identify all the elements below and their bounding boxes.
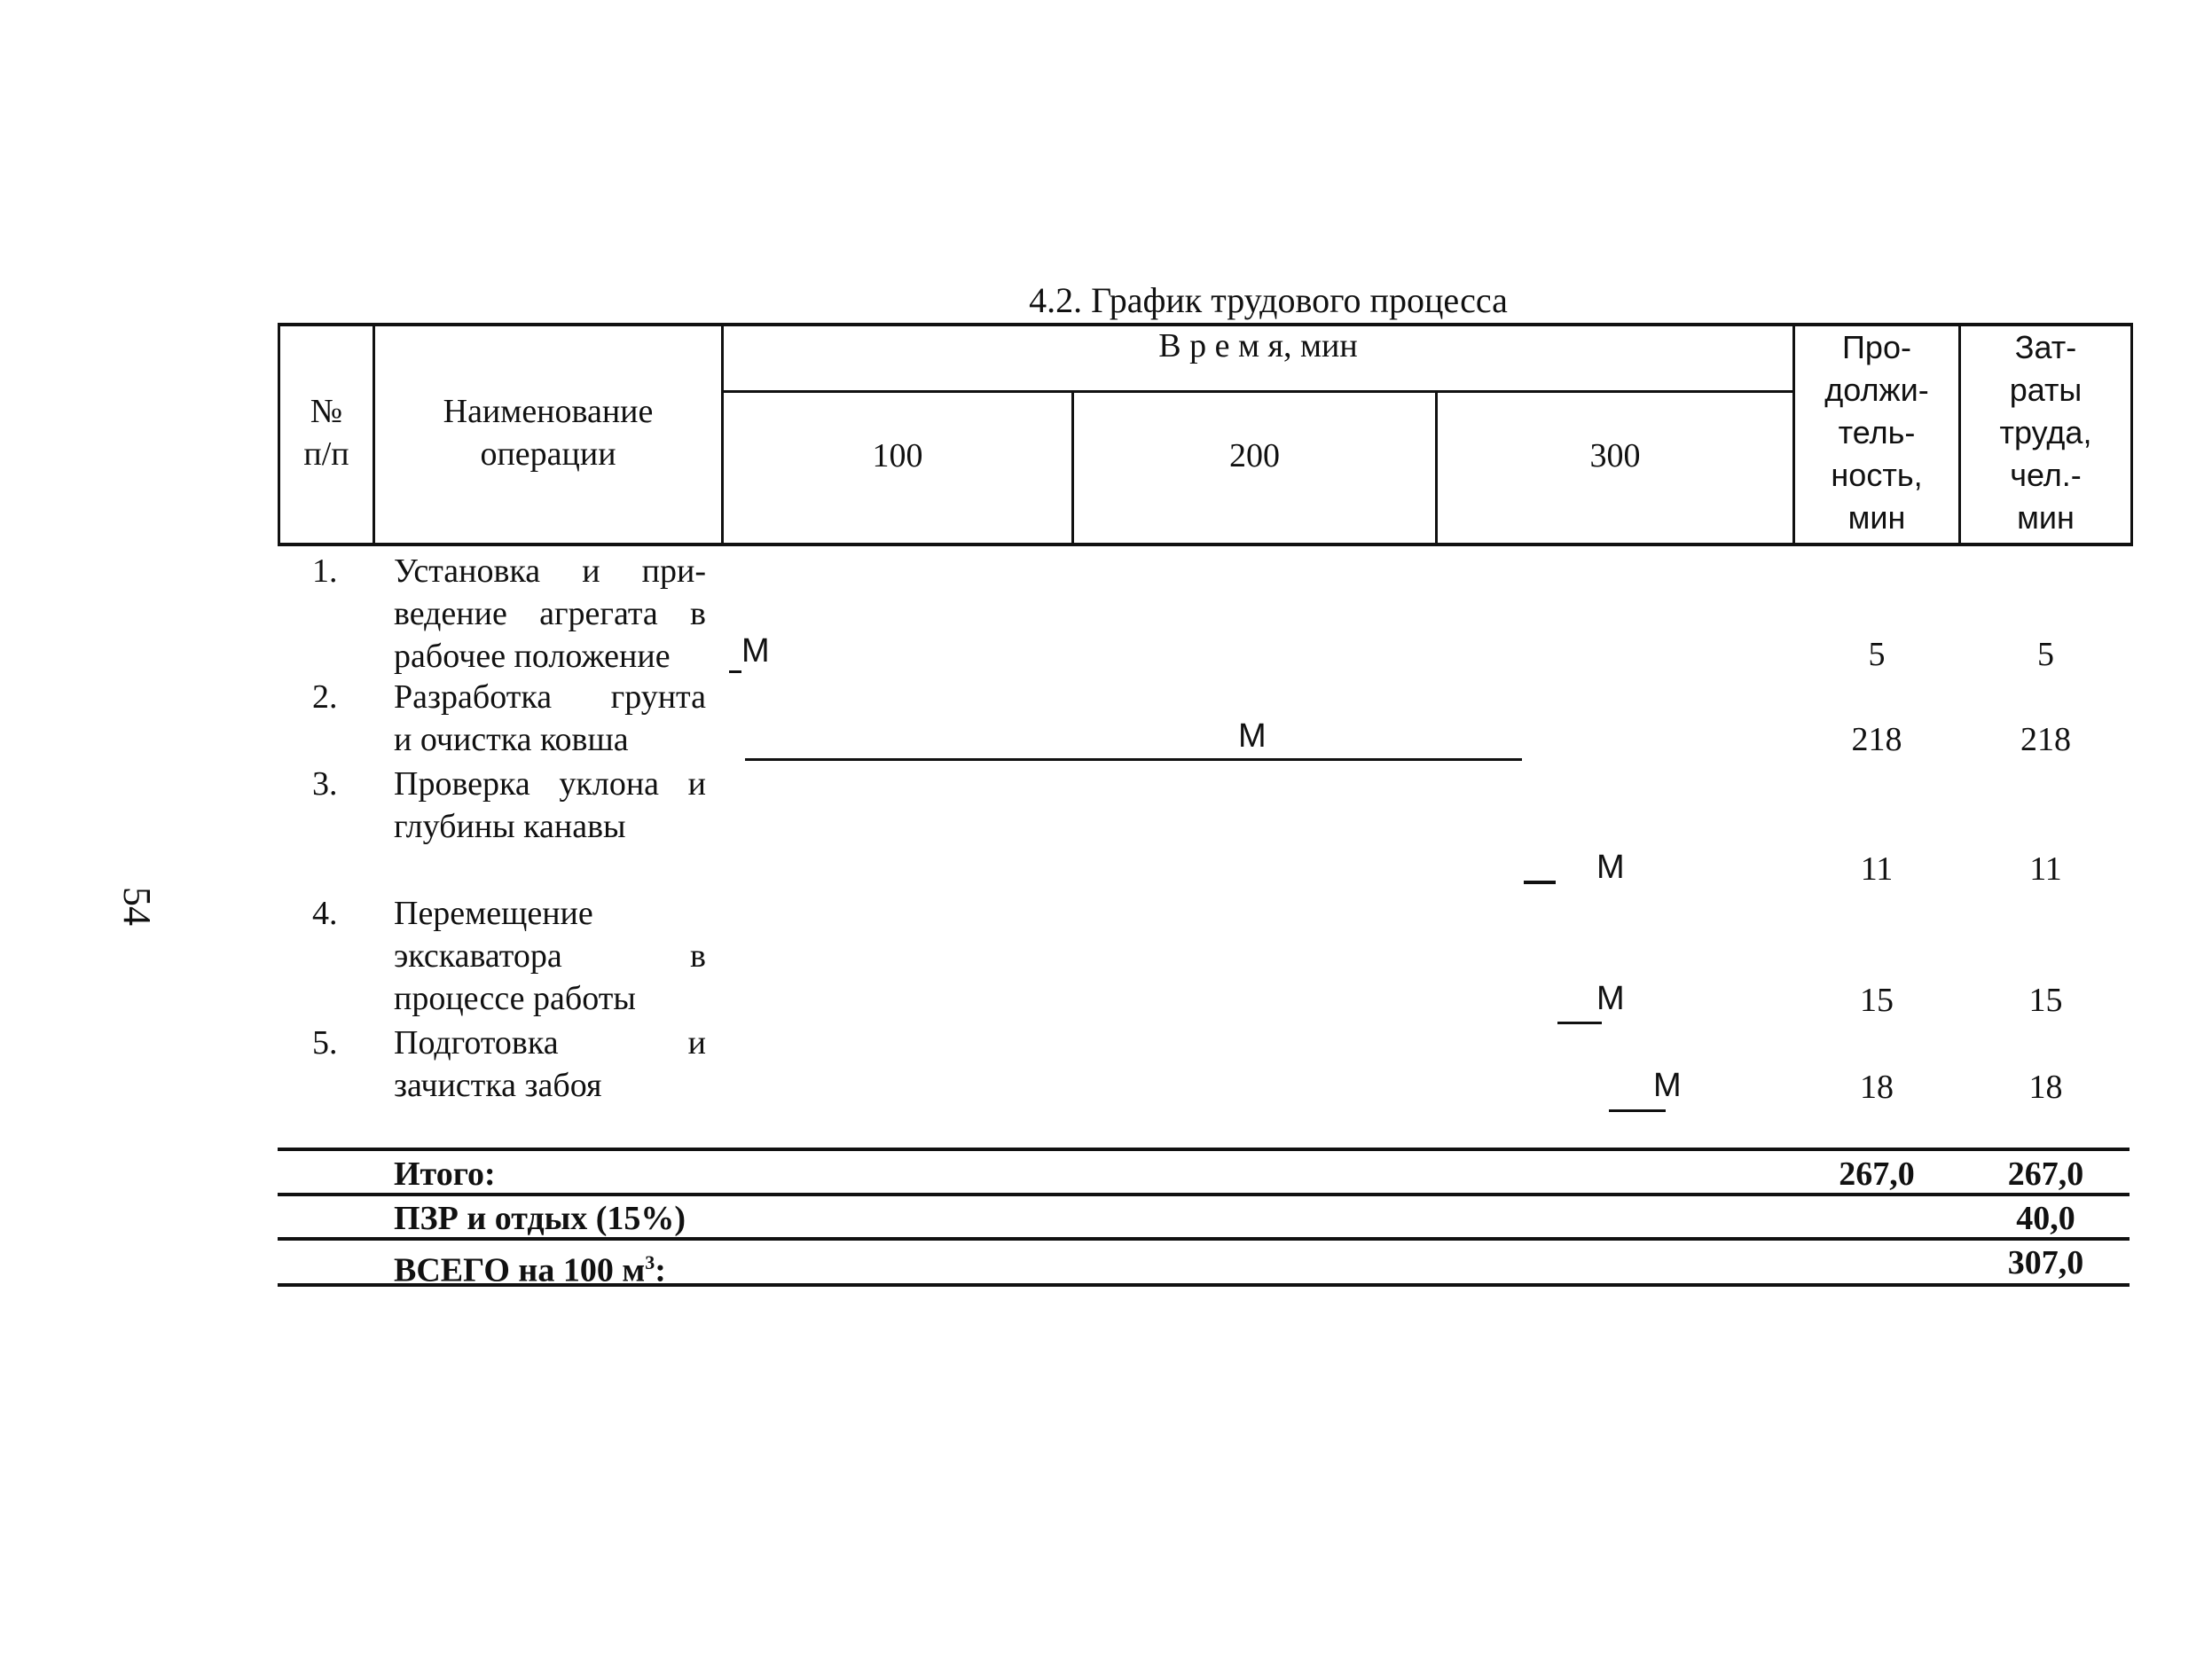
- gantt-marker: М: [1238, 717, 1267, 755]
- row-operation: Разработка грунта и очистка ковша: [394, 678, 706, 758]
- header-num: № п/п: [303, 393, 349, 473]
- all-labor: 307,0: [2007, 1244, 2084, 1281]
- header-operation-name: Наименование операции: [443, 393, 654, 473]
- gantt-bar: [1609, 1109, 1666, 1112]
- header-time: В р е м я, мин: [1158, 327, 1358, 364]
- gantt-bar: [729, 670, 741, 673]
- row-num: 2.: [312, 678, 338, 716]
- gantt-bar: [1524, 881, 1556, 884]
- gantt-marker: М: [741, 632, 770, 670]
- pzr-labor: 40,0: [2016, 1200, 2075, 1237]
- row-labor: 218: [2020, 721, 2071, 758]
- row-operation: Проверка уклона и глубины канавы: [394, 765, 706, 845]
- row-labor: 11: [2029, 850, 2062, 888]
- all-label: ВСЕГО на 100 $м^3$:: [394, 1251, 666, 1289]
- row-labor: 18: [2028, 1069, 2063, 1106]
- gantt-bar: [745, 758, 1522, 761]
- page-number: 54: [115, 887, 159, 926]
- row-duration: 15: [1860, 982, 1894, 1019]
- row-num: 3.: [312, 765, 338, 803]
- row-operation: Перемещение экскаватора в процессе работы: [394, 895, 706, 1017]
- row-duration: 5: [1868, 636, 1886, 673]
- row-num: 1.: [312, 552, 338, 590]
- row-num: 4.: [312, 895, 338, 932]
- tick-100: 100: [872, 437, 923, 474]
- total-duration: 267,0: [1839, 1156, 1915, 1193]
- row-labor: 15: [2028, 982, 2063, 1019]
- row-duration: 18: [1860, 1069, 1894, 1106]
- total-labor: 267,0: [2007, 1156, 2084, 1193]
- gantt-marker: М: [1596, 849, 1625, 886]
- gantt-marker: М: [1653, 1067, 1682, 1104]
- row-duration: 218: [1851, 721, 1902, 758]
- row-operation: Подготовка и зачистка забоя: [394, 1024, 706, 1104]
- total-label: Итого:: [394, 1156, 496, 1193]
- header-labor: Зат- раты труда, чел.- мин: [1999, 329, 2092, 536]
- row-num: 5.: [312, 1024, 338, 1062]
- tick-200: 200: [1229, 437, 1280, 474]
- gantt-bar: [1557, 1022, 1602, 1024]
- table-title: 4.2. График трудового процесса: [1029, 280, 1508, 320]
- header-duration: Про- должи- тель- ность, мин: [1824, 329, 1929, 536]
- gantt-marker: М: [1596, 980, 1625, 1017]
- pzr-label: ПЗР и отдых (15%): [394, 1200, 686, 1237]
- row-operation: Установка и при- ведение агрегата в рабочее положение: [394, 552, 706, 675]
- row-labor: 5: [2037, 636, 2054, 673]
- tick-300: 300: [1589, 437, 1641, 474]
- row-duration: 11: [1860, 850, 1894, 888]
